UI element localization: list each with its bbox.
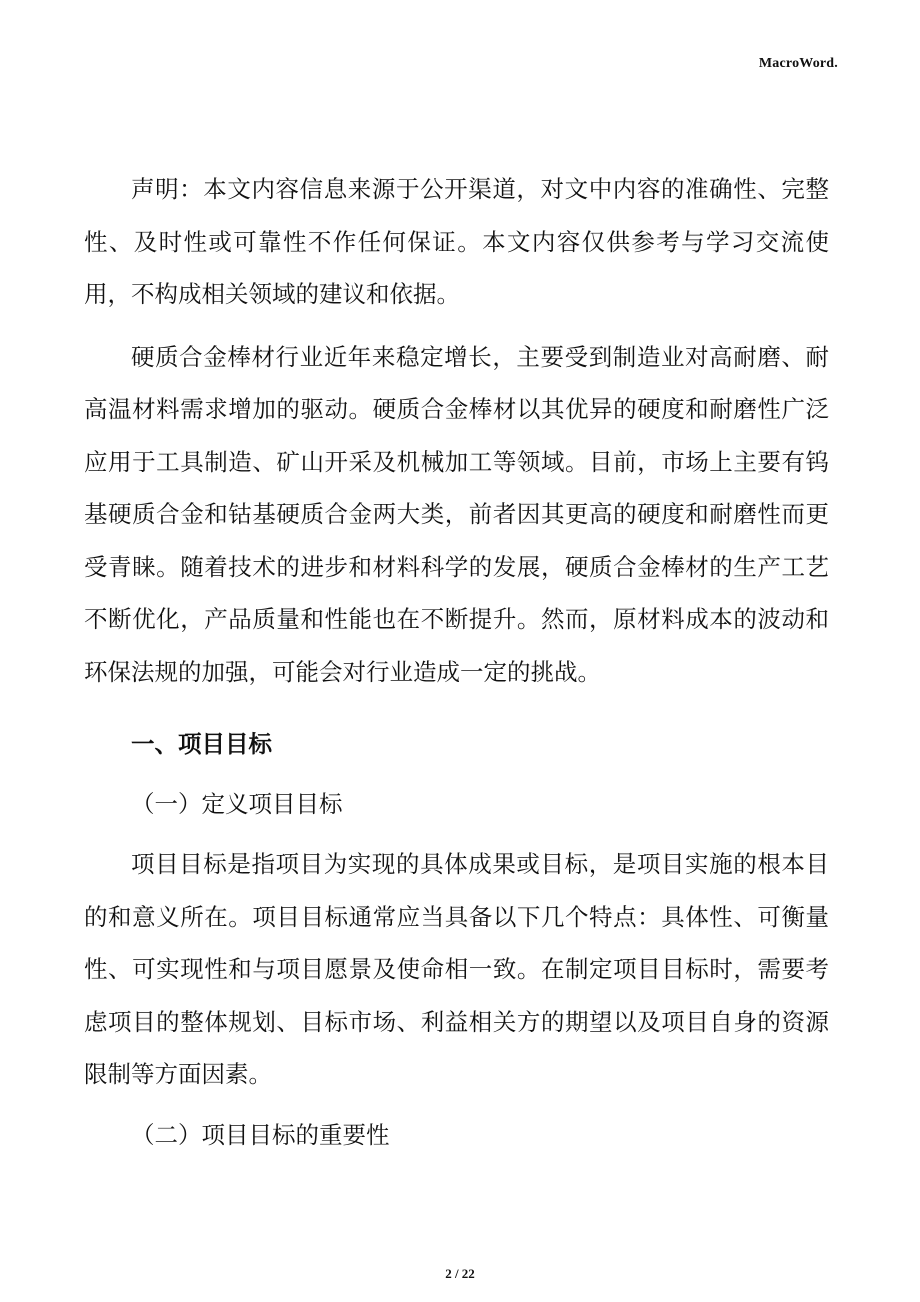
- subsection-heading-define-goal: （一）定义项目目标: [131, 790, 343, 818]
- define-goal-paragraph: 项目目标是指项目为实现的具体成果或目标，是项目实施的根本目的和意义所在。项目目标通常应当具备以下几个特点：具体性、可衡量性、可实现性和与项目愿景及使命相一致。在制定项目目标时，需要考虑项目的整体规划、目标市场、利益相关方的期望以及项目自身的资源限制等方面因素。: [84, 850, 829, 1088]
- disclaimer-paragraph: 声明：本文内容信息来源于公开渠道，对文中内容的准确性、完整性、及时性或可靠性不作任何保证。本文内容仅供参考与学习交流使用，不构成相关领域的建议和依据。: [84, 175, 829, 308]
- subsection-heading-goal-importance: （二）项目目标的重要性: [131, 1120, 390, 1149]
- intro-paragraph: 硬质合金棒材行业近年来稳定增长，主要受到制造业对高耐磨、耐高温材料需求增加的驱动。硬质合金棒材以其优异的硬度和耐磨性广泛应用于工具制造、矿山开采及机械加工等领域。目前，市场上主要有钨基硬质合金和钴基硬质合金两大类，前者因其更高的硬度和耐磨性而更受青睐。随着技术的进步和材料科学的发展，硬质合金棒材的生产工艺不断优化，产品质量和性能也在不断提升。然而，原材料成本的波动和环保法规的加强，可能会对行业造成一定的挑战。: [84, 342, 829, 686]
- header-brand: MacroWord.: [758, 56, 838, 71]
- section-heading-project-goal: 一、项目目标: [131, 730, 272, 758]
- page-content: [84, 163, 829, 1161]
- page-number: 2 / 22: [445, 1266, 475, 1281]
